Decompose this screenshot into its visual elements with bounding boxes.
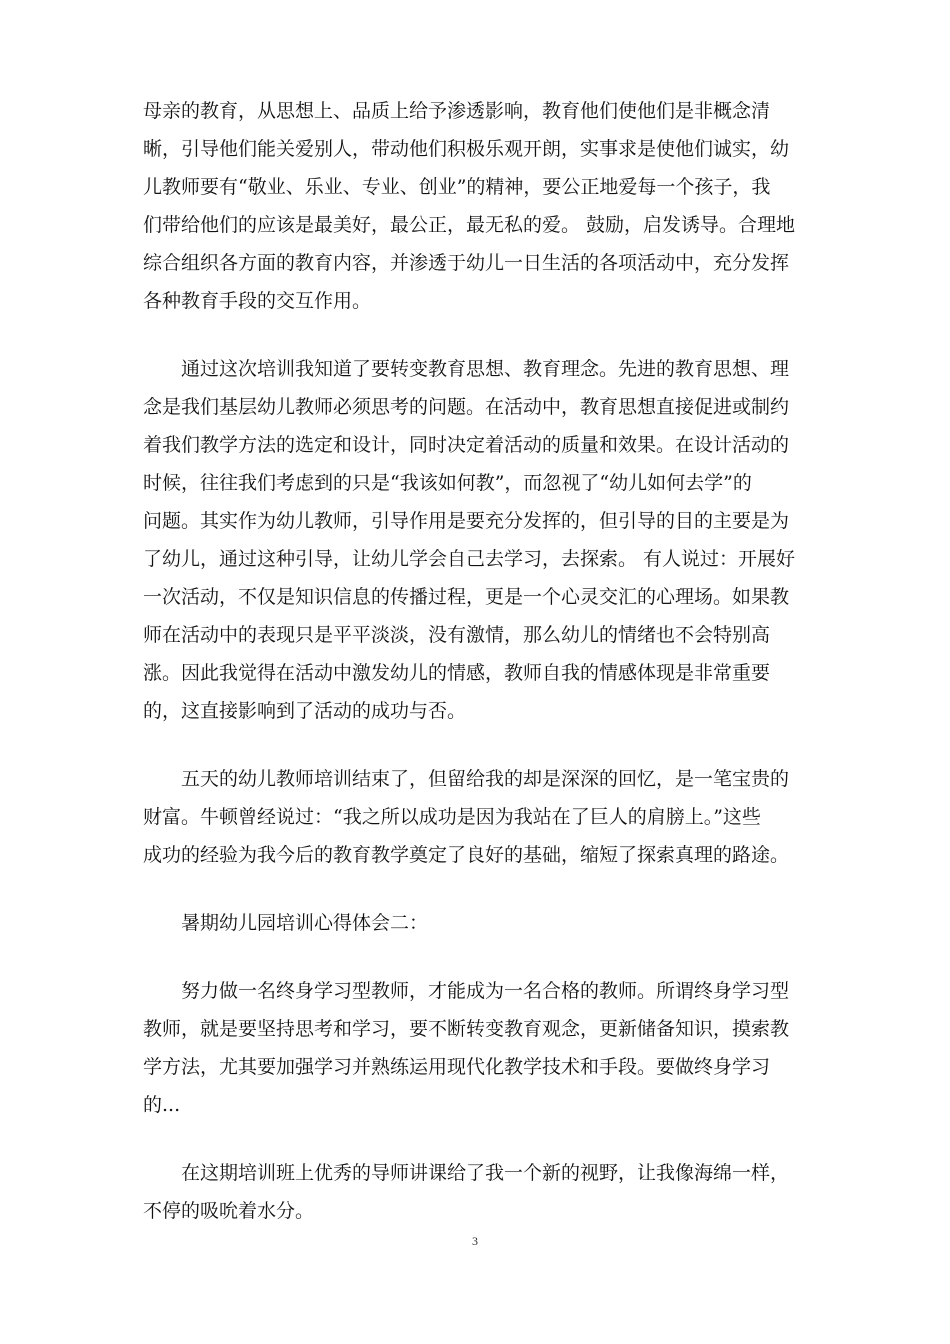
text-line: 五天的幼儿教师培训结束了，但留给我的却是深深的回忆，是一笔宝贵的 [143, 768, 790, 790]
text-line: 们带给他们的应该是最美好，最公正，最无私的爱。 鼓励，启发诱导。合理地 [143, 214, 796, 236]
text-line: 一次活动，不仅是知识信息的传播过程，更是一个心灵交汇的心理场。如果教 [143, 586, 790, 608]
paragraph-gap [143, 942, 808, 972]
text-line: 晰，引导他们能关爱别人，带动他们积极乐观开朗，实事求是使他们诚实，幼 [143, 138, 790, 160]
text-line: 通过这次培训我知道了要转变教育思想、教育理念。先进的教育思想、理 [143, 358, 790, 380]
paragraph [143, 350, 808, 730]
paragraph [143, 1154, 808, 1230]
text-line: 着我们教学方法的选定和设计，同时决定着活动的质量和效果。在设计活动的 [143, 434, 790, 456]
text-line: 不停的吸吮着水分。 [143, 1200, 315, 1222]
text-line: 各种教育手段的交互作用。 [143, 290, 372, 312]
text-line: 努力做一名终身学习型教师，才能成为一名合格的教师。所谓终身学习型 [143, 980, 790, 1002]
text-line: 的... [143, 1094, 181, 1116]
paragraph-gap [143, 320, 808, 350]
text-line: 涨。因此我觉得在活动中激发幼儿的情感，教师自我的情感体现是非常重要 [143, 662, 771, 684]
paragraph [143, 904, 808, 942]
text-line: 教师，就是要坚持思考和学习，要不断转变教育观念，更新储备知识，摸索教 [143, 1018, 790, 1040]
paragraph [143, 760, 808, 874]
text-line: 念是我们基层幼儿教师必须思考的问题。在活动中，教育思想直接促进或制约 [143, 396, 790, 418]
text-line: 暑期幼儿园培训心得体会二： [143, 912, 429, 934]
text-line: 师在活动中的表现只是平平淡淡，没有激情，那么幼儿的情绪也不会特别高 [143, 624, 771, 646]
text-line: 成功的经验为我今后的教育教学奠定了良好的基础，缩短了探索真理的路途。 [143, 844, 790, 866]
text-line: 时候，往往我们考虑到的只是“我该如何教”，而忽视了“幼儿如何去学”的 [143, 472, 752, 494]
text-line: 了幼儿，通过这种引导，让幼儿学会自己去学习，去探索。 有人说过：开展好 [143, 548, 796, 570]
text-line: 儿教师要有“敬业、乐业、专业、创业”的精神，要公正地爱每一个孩子，我 [143, 176, 771, 198]
text-line: 问题。其实作为幼儿教师，引导作用是要充分发挥的，但引导的目的主要是为 [143, 510, 790, 532]
text-line: 的，这直接影响到了活动的成功与否。 [143, 700, 467, 722]
paragraph-gap [143, 730, 808, 760]
document-body [143, 92, 808, 1230]
page-number: 3 [472, 1234, 478, 1248]
paragraph-gap [143, 1124, 808, 1154]
text-line: 财富。牛顿曾经说过：“我之所以成功是因为我站在了巨人的肩膀上。”这些 [143, 806, 761, 828]
text-line: 综合组织各方面的教育内容，并渗透于幼儿一日生活的各项活动中，充分发挥 [143, 252, 790, 274]
text-line: 在这期培训班上优秀的导师讲课给了我一个新的视野，让我像海绵一样， [143, 1162, 790, 1184]
text-line: 母亲的教育，从思想上、品质上给予渗透影响，教育他们使他们是非概念清 [143, 100, 771, 122]
text-line: 学方法，尤其要加强学习并熟练运用现代化教学技术和手段。要做终身学习 [143, 1056, 771, 1078]
paragraph-gap [143, 874, 808, 904]
paragraph [143, 972, 808, 1124]
paragraph [143, 92, 808, 320]
